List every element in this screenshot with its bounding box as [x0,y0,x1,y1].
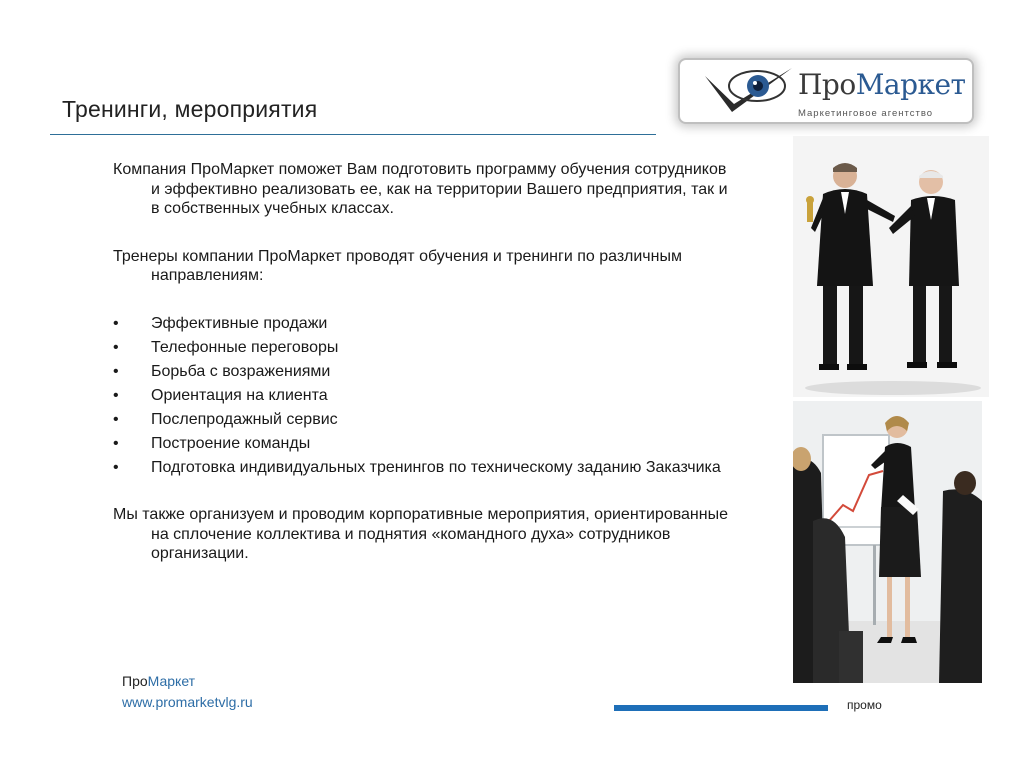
bullet-icon: • [113,338,119,356]
photo-men-in-tuxedos [793,136,989,397]
events-paragraph: Мы также организуем и проводим корпоративные мероприятия, ориентированные на сплочение коллектива и поднятия «командного духа» сотрудников организации. [113,506,728,562]
bullet-icon: • [113,386,119,404]
footer-label: промо [847,698,882,712]
footer-brand [122,673,195,689]
footer-website-link[interactable]: www.promarketvlg.ru [122,694,253,710]
footer-accent-bar [614,705,828,711]
logo-name-part2: Маркет [855,68,966,101]
training-topics-list [113,314,733,478]
company-logo [680,60,972,122]
list-item [113,386,733,406]
logo-wordmark [798,68,966,101]
list-item-text: Послепродажный сервис [151,410,338,428]
list-item-text: Построение команды [151,434,311,452]
list-item [113,458,733,478]
list-item-text: Телефонные переговоры [151,338,339,356]
page-title: Тренинги, мероприятия [62,96,318,122]
title-underline [50,134,656,135]
list-item-text: Эффективные продажи [151,314,328,332]
bullet-icon: • [113,410,119,428]
list-item [113,434,733,454]
footer-brand-part2: Маркет [147,673,196,689]
bullet-icon: • [113,314,119,332]
trainers-paragraph: Тренеры компании ПроМаркет проводят обучения и тренинги по различным направлениям: [113,247,682,284]
list-item-text: Ориентация на клиента [151,386,328,404]
bullet-icon: • [113,434,119,452]
bullet-icon: • [113,362,119,380]
footer-brand-part1: Про [122,673,148,689]
presentation-illustration-icon [793,401,982,683]
list-item [113,314,733,334]
logo-subtitle: Маркетинговое агентство [798,108,934,119]
tuxedo-men-illustration-icon [793,136,989,397]
eye-check-logo-icon [702,64,798,120]
photo-presentation [793,401,982,683]
list-item-text: Подготовка индивидуальных тренингов по техническому заданию Заказчика [151,458,721,476]
intro-paragraph: Компания ПроМаркет поможет Вам подготовить программу обучения сотрудников и эффективно реализовать ее, как на территории Вашего предприятия, так и в собственных учебных классах. [113,161,728,217]
list-item-text: Борьба с возражениями [151,362,331,380]
main-content [113,160,733,592]
logo-name-part1: Про [798,68,856,101]
list-item [113,338,733,358]
list-item [113,410,733,430]
list-item [113,362,733,382]
bullet-icon: • [113,458,119,476]
